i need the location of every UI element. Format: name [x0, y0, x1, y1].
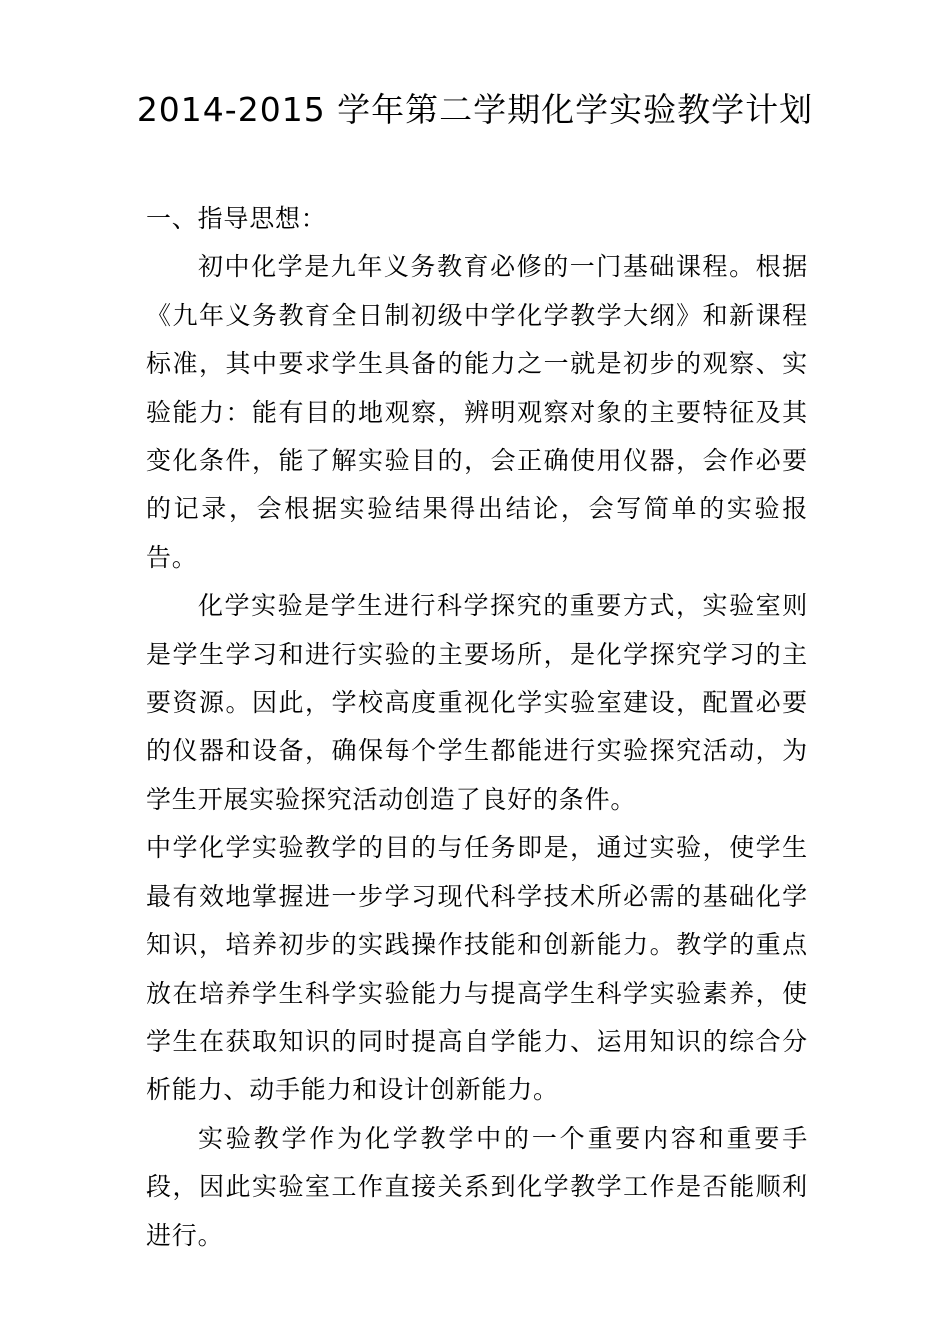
paragraph-1: 初中化学是九年义务教育必修的一门基础课程。根据《九年义务教育全日制初级中学化学教学大纲》和新课程标准，其中要求学生具备的能力之一就是初步的观察、实验能力：能有目的地观察，辨明观察对象的主要特征及其变化条件，能了解实验目的，会正确使用仪器，会作必要的记录，会根据实验结果得出结论，会写简单的实验报告。: [146, 252, 808, 572]
paragraph-3: 中学化学实验教学的目的与任务即是，通过实验，使学生最有效地掌握进一步学习现代科学技术所必需的基础化学知识，培养初步的实践操作技能和创新能力。教学的重点放在培养学生科学实验能力与提高学生科学实验素养，使学生在获取知识的同时提高自学能力、运用知识的综合分析能力、动手能力和设计创新能力。: [146, 833, 808, 1105]
document-title: 2014-2015 学年第二学期化学实验教学计划: [136, 90, 814, 129]
paragraph-2: 化学实验是学生进行科学探究的重要方式，实验室则是学生学习和进行实验的主要场所，是化学探究学习的主要资源。因此，学校高度重视化学实验室建设，配置必要的仪器和设备，确保每个学生都能进行实验探究活动，为学生开展实验探究活动创造了良好的条件。: [146, 591, 808, 814]
paragraph-4: 实验教学作为化学教学中的一个重要内容和重要手段，因此实验室工作直接关系到化学教学工作是否能顺利进行。: [146, 1123, 808, 1250]
section-heading: 一、指导思想：: [146, 204, 327, 233]
document-body: [146, 195, 808, 1260]
